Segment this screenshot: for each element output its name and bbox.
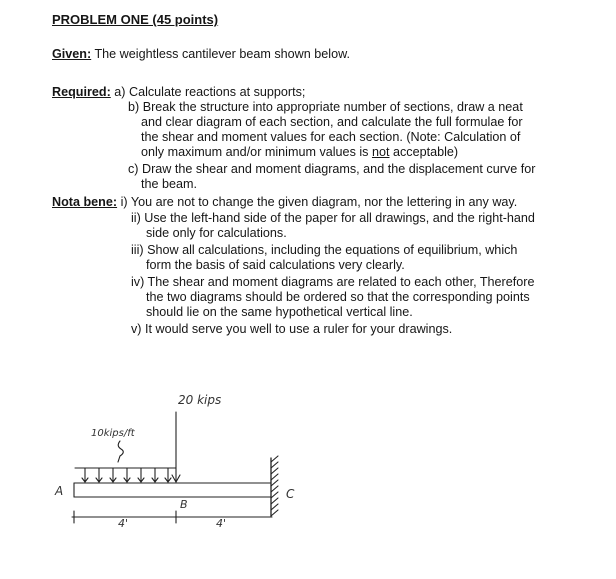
nota-iv-line-3: should lie on the same hypothetical vertical line.: [146, 305, 413, 319]
given-text: The weightless cantilever beam shown below.: [91, 47, 350, 61]
required-label: Required:: [52, 85, 111, 99]
dist-load-arrows: [82, 468, 171, 482]
nota-iv-line-2: the two diagrams should be ordered so that the corresponding points: [146, 290, 530, 304]
required-b-line-3: the shear and moment values for each section. (Note: Calculation of: [141, 130, 521, 144]
dim-left-label: 4': [118, 517, 129, 530]
point-load-label: 20 kips: [178, 393, 222, 407]
problem-title: PROBLEM ONE (45 points): [52, 12, 219, 27]
required-b-line-4-text: only maximum and/or minimum values is: [141, 145, 372, 159]
given-label: Given:: [52, 47, 92, 61]
nota-label: Nota bene:: [52, 195, 118, 209]
dist-load-pointer: [118, 441, 123, 462]
required-b-line-2: and clear diagram of each section, and calculate the full formulae for: [141, 115, 523, 129]
required-b-line-1: b) Break the structure into appropriate number of sections, draw a neat: [128, 100, 523, 114]
nota-iii-line-2: form the basis of said calculations very clearly.: [146, 258, 405, 272]
required-c-line-1: c) Draw the shear and moment diagrams, and the displacement curve for: [128, 162, 536, 176]
required-b-line-4-tail: acceptable): [389, 145, 459, 159]
required-c-line-2: the beam.: [141, 177, 198, 191]
nota-iv-line-1: iv) The shear and moment diagrams are related to each other, Therefore: [131, 275, 535, 289]
required-b-not-emphasis: not: [371, 145, 390, 159]
required-a-text: a) Calculate reactions at supports;: [110, 85, 306, 99]
nota-ii-line-2: side only for calculations.: [146, 226, 287, 240]
nota-i-text: i) You are not to change the given diagram, nor the lettering in any way.: [117, 195, 518, 209]
label-a: A: [55, 484, 64, 498]
nota-v-line: v) It would serve you well to use a ruler for your drawings.: [131, 322, 453, 336]
nota-ii-line-1: ii) Use the left-hand side of the paper for all drawings, and the right-hand: [131, 211, 535, 225]
label-c: C: [286, 487, 295, 501]
nota-iii-line-1: iii) Show all calculations, including the equations of equilibrium, which: [131, 243, 518, 257]
dim-right-label: 4': [216, 517, 227, 530]
wall-hatching: [271, 456, 278, 516]
label-b: B: [180, 498, 188, 511]
dist-load-label: 10kips/ft: [91, 428, 135, 439]
